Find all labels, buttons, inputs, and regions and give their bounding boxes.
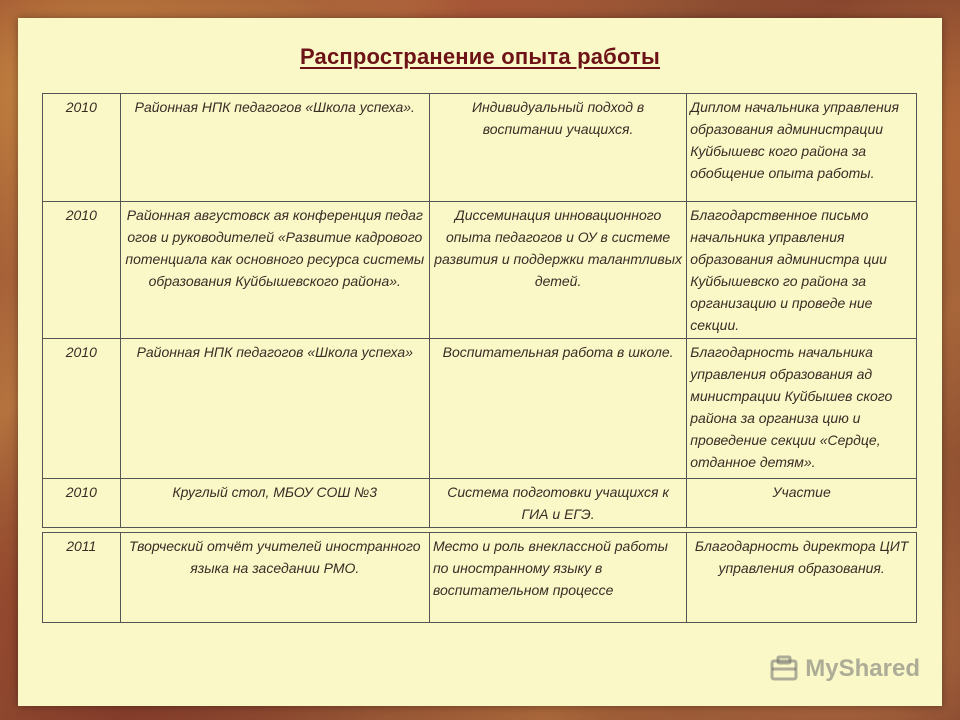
watermark-logo-icon <box>769 654 799 684</box>
table-row <box>43 94 917 202</box>
topic-cell: Место и роль внеклассной работы по иностранному языку в воспитательном процессе <box>429 533 686 623</box>
slide <box>18 18 942 706</box>
experience-table <box>42 93 917 528</box>
experience-table-2011 <box>42 532 917 623</box>
year-cell: 2010 <box>43 479 121 528</box>
event-cell: Районная НПК педагогов «Школа успеха» <box>120 339 429 479</box>
year-cell: 2010 <box>43 94 121 202</box>
table-row <box>43 479 917 528</box>
result-cell: Благодарность начальника управления образования ад министрации Куйбышев ского района за организа цию и проведение секции «Сердце, отданное детям». <box>687 339 917 479</box>
event-cell: Творческий отчёт учителей иностранного языка на заседании РМО. <box>120 533 429 623</box>
event-cell: Круглый стол, МБОУ СОШ №3 <box>120 479 429 528</box>
year-cell: 2010 <box>43 202 121 339</box>
event-cell: Районная августовск ая конференция педаг огов и руководителей «Развитие кадрового потенциала как основного ресурса системы образования Куйбышевского района». <box>120 202 429 339</box>
event-cell: Районная НПК педагогов «Школа успеха». <box>120 94 429 202</box>
result-cell: Благодарность директора ЦИТ управления образования. <box>687 533 917 623</box>
watermark-text: MyShared <box>805 655 920 682</box>
topic-cell: Индивидуальный подход в воспитании учащихся. <box>429 94 686 202</box>
result-cell: Благодарственное письмо начальника управления образования администра ции Куйбышевско го района за организацию и проведе ние секции. <box>687 202 917 339</box>
result-cell: Участие <box>687 479 917 528</box>
topic-cell: Воспитательная работа в школе. <box>429 339 686 479</box>
watermark <box>769 654 920 684</box>
page-title <box>18 44 942 70</box>
result-cell: Диплом начальника управления образования администрации Куйбышевс кого района за обобщение опыта работы. <box>687 94 917 202</box>
topic-cell: Диссеминация инновационного опыта педагогов и ОУ в системе развития и поддержки талантливых детей. <box>429 202 686 339</box>
topic-cell: Система подготовки учащихся к ГИА и ЕГЭ. <box>429 479 686 528</box>
title-text: Распространение опыта работы <box>299 44 661 69</box>
year-cell: 2011 <box>43 533 121 623</box>
table-row <box>43 339 917 479</box>
table-row <box>43 533 917 623</box>
table-row <box>43 202 917 339</box>
year-cell: 2010 <box>43 339 121 479</box>
